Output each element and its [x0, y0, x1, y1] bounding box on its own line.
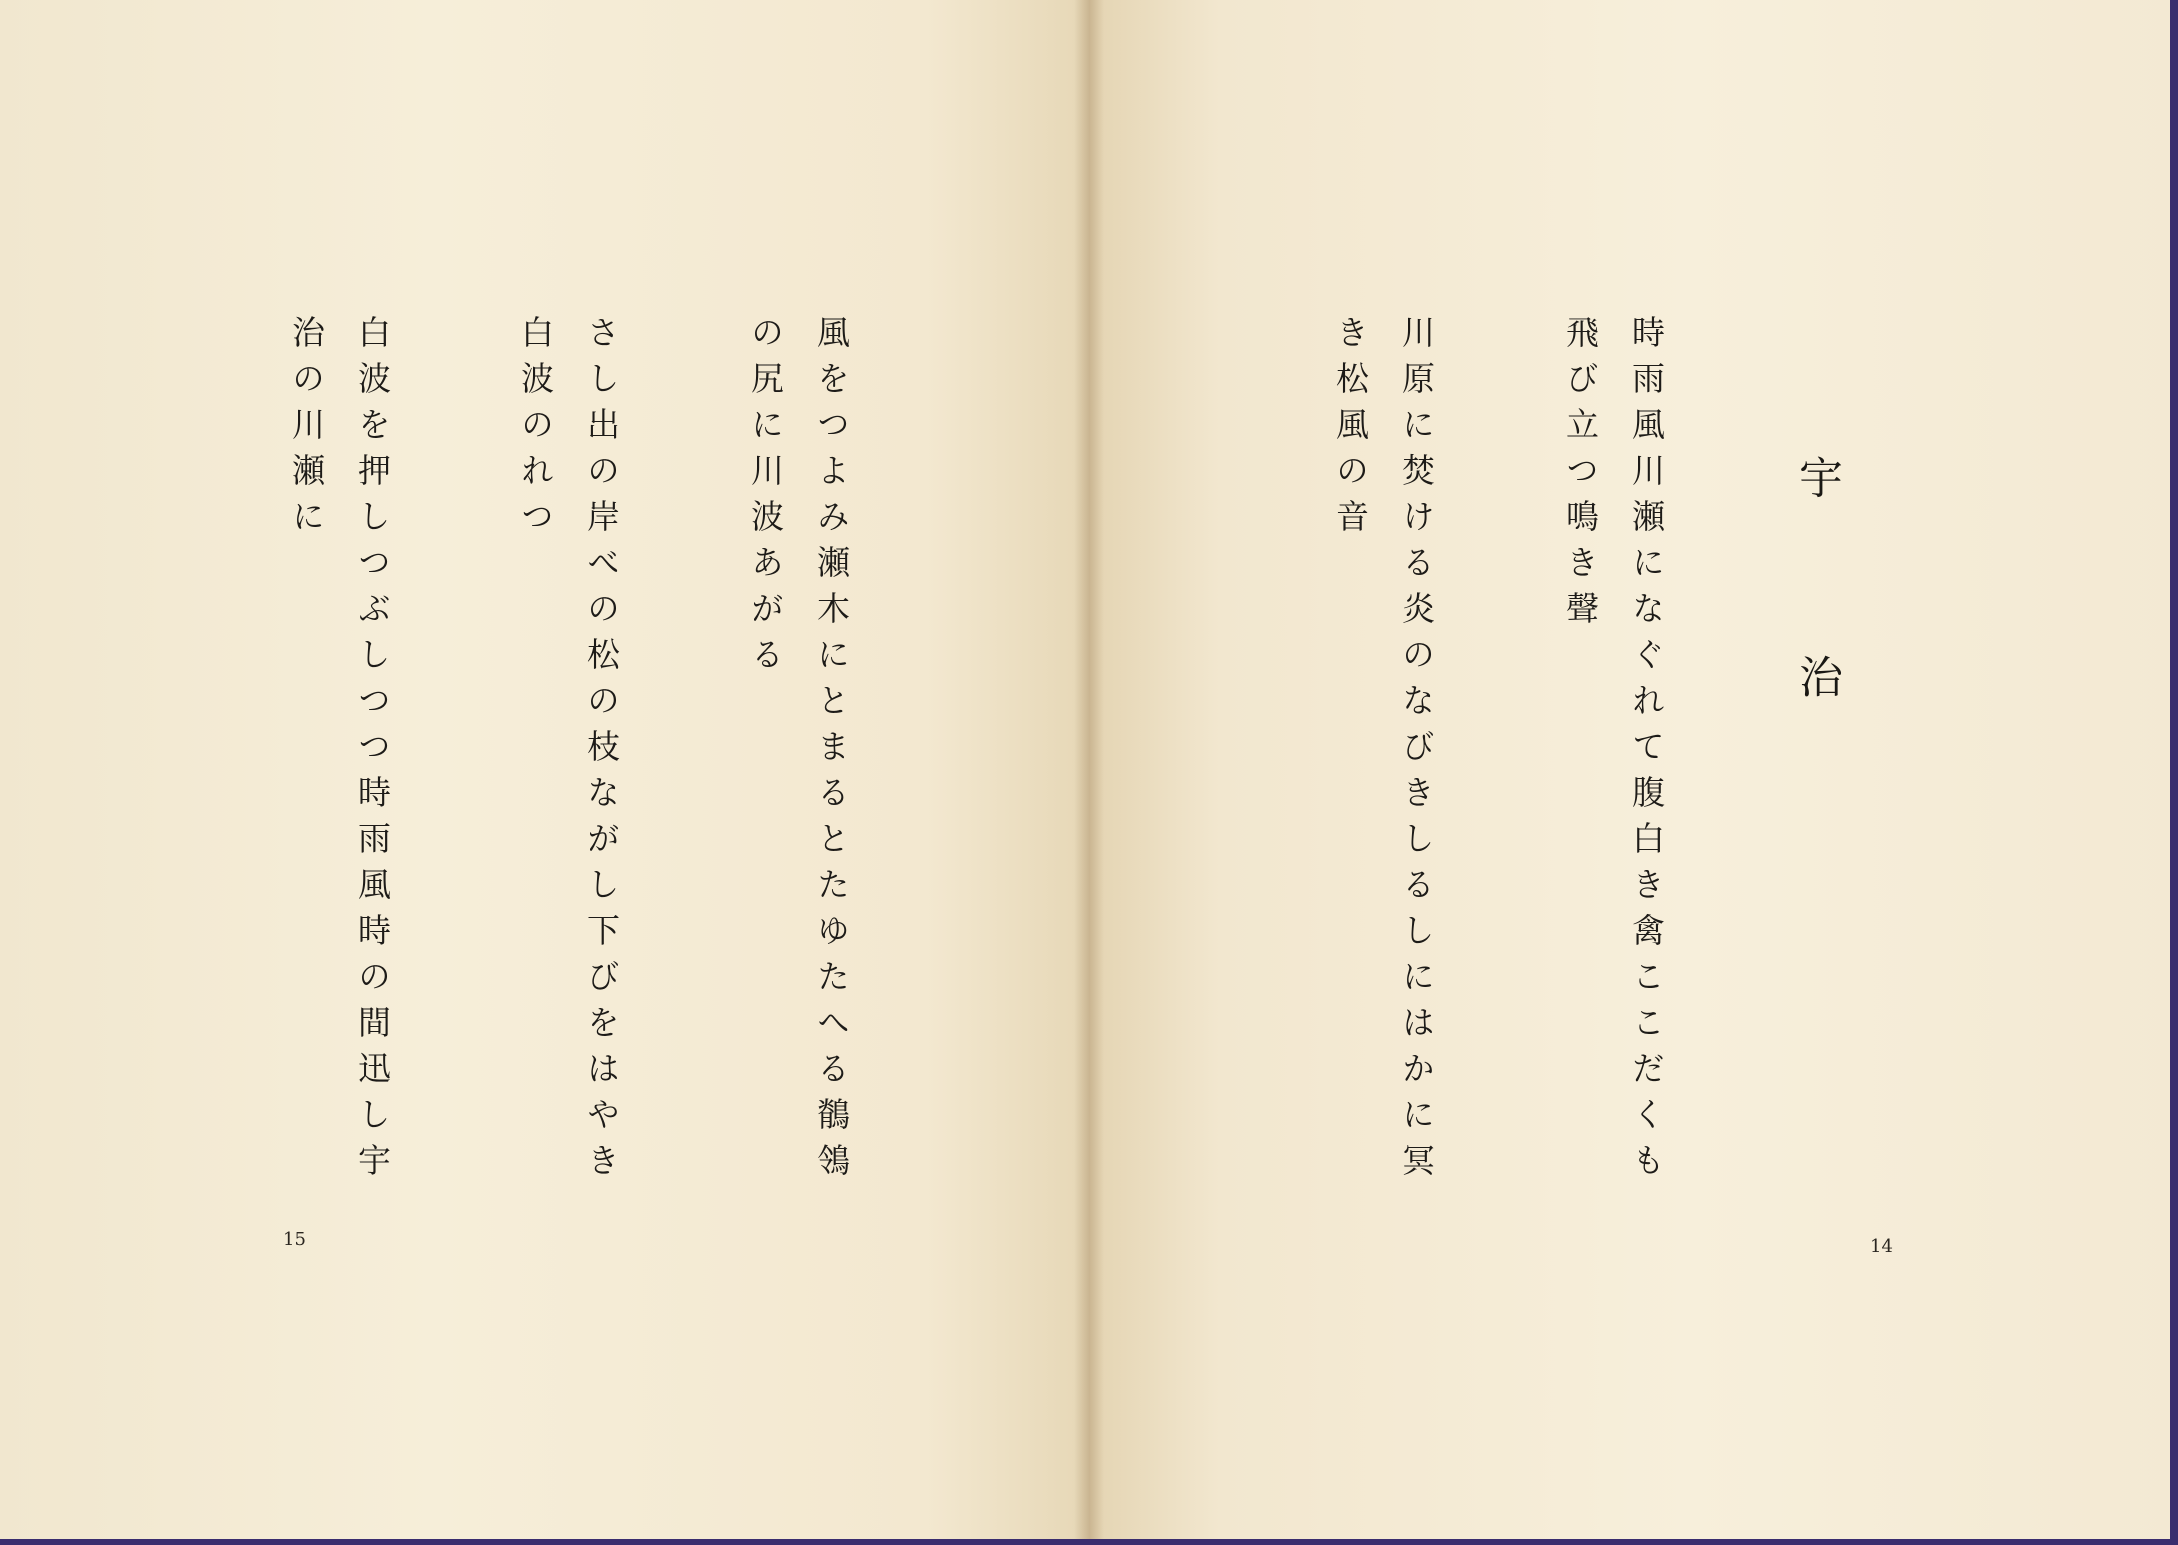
- poem-line: 風をつよみ瀬木にとまるとたゆたへる鶺鴒: [812, 315, 851, 1189]
- book-gutter: [1074, 0, 1104, 1545]
- poem-line: き松風の音: [1331, 315, 1370, 545]
- right-page: [1089, 0, 2178, 1545]
- poem-line: の尻に川波あがる: [746, 315, 785, 683]
- page-number: 14: [1870, 1236, 1893, 1257]
- poem-line: さし出の岸べの松の枝ながし下びをはやき: [582, 315, 621, 1189]
- page-number: 15: [283, 1229, 306, 1250]
- background-edge: [2170, 0, 2178, 1545]
- poem-line: 白波のれつ: [516, 315, 555, 545]
- page-title: 宇治: [1791, 455, 1842, 853]
- poem-line: 治の川瀬に: [287, 315, 326, 545]
- poem-line: 川原に焚ける炎のなびきしるしにはかに冥: [1397, 315, 1436, 1189]
- poem-line: 時雨風川瀬になぐれて腹白き禽ここだくも: [1627, 315, 1666, 1189]
- poem-line: 飛び立つ鳴き聲: [1561, 315, 1600, 637]
- poem-line: 白波を押しつぶしつつ時雨風時の間迅し宇: [353, 315, 392, 1189]
- background-edge: [0, 1539, 2178, 1545]
